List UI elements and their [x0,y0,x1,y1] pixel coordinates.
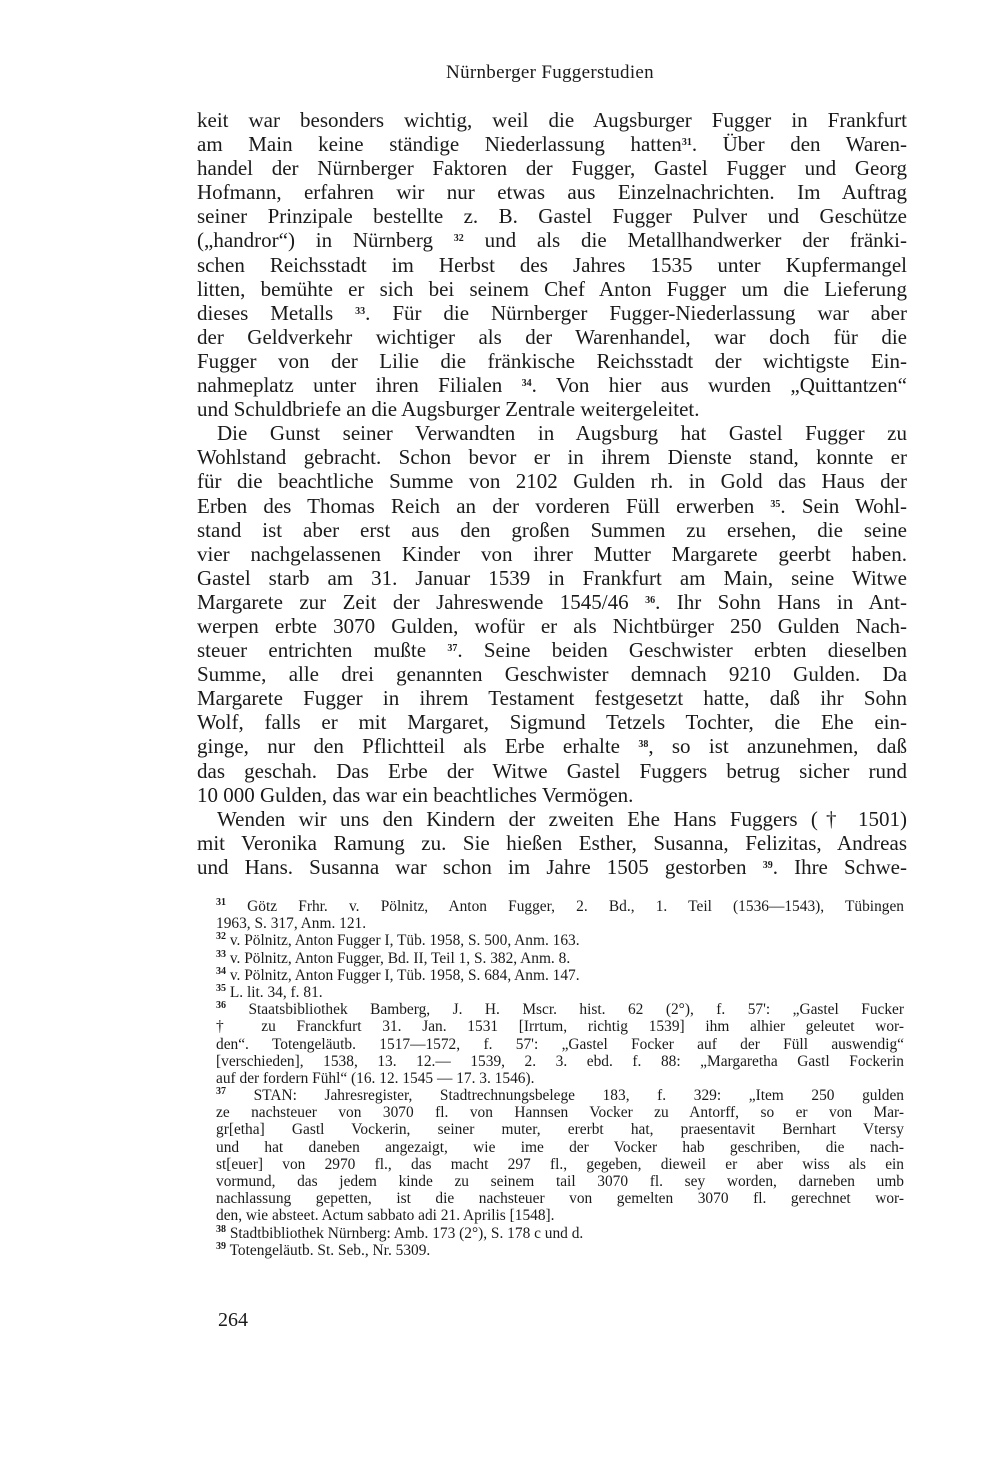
running-header [0,62,1000,84]
footnote-marker: 36 [216,1000,226,1012]
footnote-line [216,967,904,984]
text-line [197,855,907,879]
footnote-line [216,1242,904,1259]
footnote-line [216,1070,904,1087]
footnote-marker: 39 [216,1240,226,1252]
footnote-marker: 32 [453,233,464,245]
text-line [197,132,907,156]
text-segment: Erben des Thomas Reich an der vorderen Füll erwerben [197,493,771,518]
text-line [197,542,907,566]
text-segment: [verschieden], 1538, 13. 12.— 1539, 2. 3. ebd. f. 88: „Margaretha Gastl Fockerin [216,1052,904,1070]
text-line [197,253,907,277]
text-segment: Hofmann, erfahren wir nur etwas aus Einzelnachrichten. Im Auftrag [197,180,907,205]
text-segment: 1963, S. 317, Anm. 121. [216,915,367,933]
text-line [197,301,907,325]
text-line [197,156,907,180]
text-segment: den, wie absteet. Actum sabbato adi 21. Aprilis [1548]. [216,1207,555,1225]
text-line [197,734,907,758]
page-number: 264 [218,1309,248,1331]
text-line [197,421,907,445]
footnote-line [216,1190,904,1207]
footnote-line [216,950,904,967]
footnote-line [216,1139,904,1156]
footnote-marker: 38 [638,739,649,751]
footnote-marker: 39 [762,859,773,871]
footnote-line [216,1001,904,1018]
text-segment: v. Pölnitz, Anton Fugger I, Tüb. 1958, S. 500, Anm. 163. [226,932,580,950]
footnote-line [216,1036,904,1053]
text-segment: dieses Metalls [197,300,356,325]
footnote-line [216,1121,904,1138]
footnote-line [216,1053,904,1070]
text-segment: Stadtbibliothek Nürnberg: Amb. 173 (2°), S. 178 c und d. [226,1224,584,1242]
text-line [197,277,907,301]
text-segment: seiner Prinzipale bestellte z. B. Gastel Fugger Pulver und Geschütze [197,204,907,229]
text-segment: litten, bemühte er sich bei seinem Chef Anton Fugger um die Lieferung [197,276,907,301]
text-segment: gr[etha] Gastl Vockerin, seiner muter, ererbt hat, praesentavit Bernhart Vtersy [216,1121,904,1139]
text-segment: nahmeplatz unter ihren Filialen [197,373,522,398]
text-segment: . Ihr Sohn Hans in Ant- [655,589,907,614]
text-segment: und als die Metallhandwerker der fränki- [463,228,907,253]
text-segment: Die Gunst seiner Verwandten in Augsburg hat Gastel Fugger zu [217,421,907,446]
footnote-line [216,984,904,1001]
footnote-marker: 32 [216,931,226,943]
text-line [197,638,907,662]
text-line [197,397,907,421]
text-segment: STAN: Jahresregister, Stadtrechnungsbelege 183, f. 329: „Item 250 gulden [226,1087,904,1105]
text-segment: Wohlstand gebracht. Schon bevor er in ihrem Dienste stand, konnte er [197,445,907,470]
text-segment: handel der Nürnberger Faktoren der Fugger, Gastel Fugger und Georg [197,156,907,181]
text-line [197,566,907,590]
text-segment: , so ist anzunehmen, daß [648,734,908,759]
text-segment: L. lit. 34, f. 81. [226,983,323,1001]
text-segment: v. Pölnitz, Anton Fugger, Bd. II, Teil 1, S. 382, Anm. 8. [226,949,571,967]
text-segment: steuer entrichten mußte [197,638,448,663]
text-line [197,759,907,783]
footnote-line [216,1087,904,1104]
text-line [197,204,907,228]
footnote-marker: 34 [216,965,226,977]
footnote-marker: 31 [681,137,692,149]
text-segment: . Sein Wohl- [780,493,907,518]
footnote-line [216,1173,904,1190]
text-segment: schen Reichsstadt im Herbst des Jahres 1535 unter Kupfermangel [197,252,907,277]
text-line [197,662,907,686]
footnote-marker: 37 [447,643,458,655]
footnote-marker: 35 [770,498,781,510]
running-title: Nürnberger Fuggerstudien [446,62,654,83]
main-text [197,108,907,879]
text-segment: mit Veronika Ramung zu. Sie hießen Esther, Susanna, Felizitas, Andreas [197,830,907,855]
footnote-line [216,1207,904,1224]
footnote-line [216,1225,904,1242]
text-line [197,783,907,807]
text-segment: und Schuldbriefe an die Augsburger Zentrale weitergeleitet. [197,397,700,422]
text-segment: nachlassung gepetten, ist die nachsteuer von gemelten 3070 fl. gerechnet wor- [216,1190,904,1208]
text-segment: . Seine beiden Geschwister erbten dieselben [457,638,907,663]
text-segment: der Geldverkehr wichtiger als der Warenhandel, war doch für die [197,324,907,349]
text-line [197,180,907,204]
footnote-marker: 38 [216,1223,226,1235]
text-segment: Staatsbibliothek Bamberg, J. H. Mscr. hist. 62 (2°), f. 57': „Gastel Fucker [226,1001,904,1019]
text-segment: ginge, nur den Pflichtteil als Erbe erhalte [197,734,639,759]
text-segment: Wenden wir uns den Kindern der zweiten Ehe Hans Fuggers († 1501) [217,806,907,831]
text-segment: das geschah. Das Erbe der Witwe Gastel Fuggers betrug sicher rund [197,758,907,783]
text-segment: Summe, alle drei genannten Geschwister demnach 9210 Gulden. Da [197,662,907,687]
footnote-marker: 37 [216,1086,226,1098]
text-line [197,445,907,469]
footnote-line [216,915,904,932]
text-segment: . Über den Waren- [691,132,907,157]
text-line [197,228,907,252]
footnote-line [216,1156,904,1173]
text-line [197,469,907,493]
text-line [197,518,907,542]
text-segment: („handror“) in Nürnberg [197,228,454,253]
text-segment: . Ihre Schwe- [772,854,907,879]
text-segment: Totengeläutb. St. Seb., Nr. 5309. [226,1241,431,1259]
footnote-marker: 35 [216,982,226,994]
footnote-marker: 33 [355,305,366,317]
text-line [197,590,907,614]
text-line [197,831,907,855]
footnote-marker: 34 [521,378,532,390]
text-segment: stand ist aber erst aus den großen Summen zu ersehen, die seine [197,517,907,542]
text-segment: und Hans. Susanna war schon im Jahre 1505 gestorben [197,854,763,879]
text-segment: . Für die Nürnberger Fugger-Niederlassung war aber [365,300,907,325]
text-segment: vier nachgelassenen Kinder von ihrer Mutter Margarete geerbt haben. [197,541,907,566]
text-segment: keit war besonders wichtig, weil die Augsburger Fugger in Frankfurt [197,108,907,132]
text-line [197,807,907,831]
text-line [197,686,907,710]
text-segment: werpen erbte 3070 Gulden, wofür er als Nichtbürger 250 Gulden Nach- [197,613,907,638]
footnote-line [216,1104,904,1121]
text-segment: Wolf, falls er mit Margaret, Sigmund Tetzels Tochter, die Ehe ein- [197,710,907,735]
footnote-line [216,898,904,915]
footnote-marker: 33 [216,948,226,960]
text-segment: ze nachsteuer von 3070 fl. von Hannsen Vocker zu Antorff, so er von Mar- [216,1104,904,1122]
text-segment: . Von hier aus wurden „Quittantzen“ [531,373,908,398]
footnote-marker: 36 [645,594,656,606]
text-segment: und hat daneben angezaigt, wie ime der Vocker hab geschriben, die nach- [216,1138,904,1156]
text-line [197,710,907,734]
text-segment: 10 000 Gulden, das war ein beachtliches Vermögen. [197,782,634,807]
text-line [197,325,907,349]
text-segment: v. Pölnitz, Anton Fugger I, Tüb. 1958, S. 684, Anm. 147. [226,966,580,984]
text-line [197,373,907,397]
text-segment: Fugger von der Lilie die fränkische Reichsstadt der wichtigste Ein- [197,348,907,373]
footnote-line [216,932,904,949]
footnote-line [216,1018,904,1035]
text-segment: Margarete Fugger in ihrem Testament festgesetzt hatte, daß ihr Sohn [197,686,907,711]
text-segment: Margarete zur Zeit der Jahreswende 1545/46 [197,589,646,614]
text-segment: † zu Franckfurt 31. Jan. 1531 [Irrtum, richtig 1539] ihm alhier geleutet wor- [216,1018,904,1036]
text-line [197,614,907,638]
text-line [197,108,907,132]
text-line [197,494,907,518]
text-segment: den“. Totengeläutb. 1517—1572, f. 57': „Gastel Focker auf der Füll auswendig“ [216,1035,904,1053]
text-segment: Gastel starb am 31. Januar 1539 in Frankfurt am Main, seine Witwe [197,565,907,590]
text-segment: st[euer] von 2970 fl., das macht 297 fl., gegeben, dieweil er aber wiss als ein [216,1155,904,1173]
text-segment: auf der fordern Fühl“ (16. 12. 1545 — 17. 3. 1546). [216,1069,535,1087]
footnotes [216,898,904,1259]
text-segment: vormund, das jedem kinde zu seinem tail 3070 fl. sey worden, darneben umb [216,1173,904,1190]
text-segment: am Main keine ständige Niederlassung hatten [197,132,682,157]
text-segment: für die beachtliche Summe von 2102 Gulden rh. in Gold das Haus der [197,469,907,494]
footnote-marker: 31 [216,897,226,908]
text-line [197,349,907,373]
text-segment: Götz Frhr. v. Pölnitz, Anton Fugger, 2. Bd., 1. Teil (1536—1543), Tübingen [226,898,904,915]
